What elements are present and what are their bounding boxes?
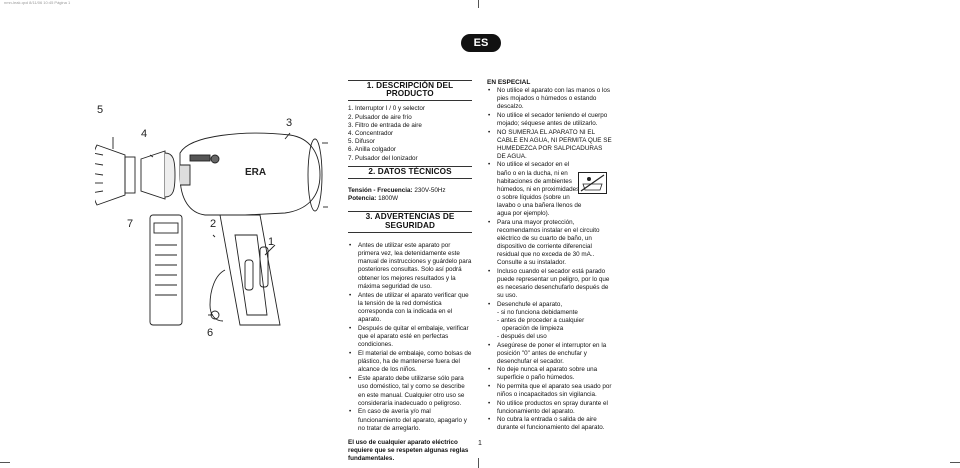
page-number: 1: [478, 440, 482, 447]
unplug-condition: - antes de proceder a cualquier: [497, 317, 585, 325]
voltage-value: 230V-50Hz: [414, 187, 446, 195]
section-title-safety: 3. ADVERTENCIAS DE SEGURIDAD: [348, 211, 472, 232]
safety-list: [348, 242, 472, 433]
safety-item: • Este aparato debe utilizarse sólo para uso doméstico, tal y como se describe en este manual. Cualquier otro uso se consideraría inadecuado o peligroso.: [348, 375, 472, 408]
figure-label-6: 6: [207, 327, 214, 339]
unplug-condition: - si no funciona debidamente: [497, 309, 578, 317]
parts-list-item: 3. Filtro de entrada de aire: [348, 121, 422, 129]
crop-mark: [478, 458, 479, 468]
special-item: • No cubra la entrada o salida de aire durante el funcionamiento del aparato.: [487, 416, 612, 432]
parts-list-item: 5. Difusor: [348, 138, 375, 146]
figure-label-4: 4: [141, 128, 148, 140]
special-list-b: [487, 342, 612, 433]
parts-list-item: 7. Pulsador del Ionizador: [348, 154, 418, 162]
hair-dryer-illustration: [95, 75, 340, 345]
crop-mark: [0, 462, 10, 463]
figure-label-7: 7: [127, 218, 134, 230]
special-item: • No utilice productos en spray durante el funcionamiento del aparato.: [487, 400, 612, 416]
special-item: • No utilice el aparato con las manos o los pies mojados o húmedos o estando descalzo.: [487, 87, 612, 111]
no-bath-symbol: [579, 173, 606, 193]
unplug-condition: - después del uso: [497, 333, 547, 341]
parts-list: [348, 105, 472, 162]
section-title-technical-data: 2. DATOS TÉCNICOS: [348, 166, 472, 179]
safety-item: • Después de quitar el embalaje, verificar que el aparato esté en perfectas condiciones.: [348, 325, 472, 350]
special-item: • Incluso cuando el secador está parado puede representar un peligro, por lo que es necesario desenchufarlo después de su uso.: [487, 268, 612, 300]
special-list-a: [487, 87, 612, 309]
figure-label-1: 1: [268, 236, 275, 248]
special-item: • Asegúrese de poner el interruptor en la posición "0" antes de enchufar y desenchufar el secador.: [487, 342, 612, 366]
special-item: • No deje nunca el aparato sobre una superficie o paño húmedos.: [487, 366, 612, 382]
parts-list-item: 2. Pulsador de aire frío: [348, 113, 412, 121]
special-item: • Desenchufe el aparato,: [487, 301, 612, 309]
voltage-label: Tensión - Frecuencia:: [348, 187, 413, 195]
safety-item: • Antes de utilizar este aparato por primera vez, lea detenidamente este manual de instrucciones y guárdelo para posteriores consultas. Solo así podrá obtener los mejores resultados y la máxima seguridad de uso.: [348, 242, 472, 291]
safety-item: • El material de embalaje, como bolsas de plástico, ha de mantenerse fuera del alcance de los niños.: [348, 350, 472, 375]
special-item: • NO SUMERJA EL APARATO NI EL CABLE EN AGUA, NI PERMITA QUE SE HUMEDEZCA POR SALPICADURAS DE AGUA.: [487, 129, 612, 161]
parts-list-item: 4. Concentrador: [348, 130, 394, 138]
figure-label-2: 2: [210, 218, 217, 230]
right-column: [487, 79, 612, 433]
no-bath-warning-icon: [578, 172, 607, 194]
special-heading: EN ESPECIAL: [487, 79, 531, 86]
special-item: • No utilice el secador en el baño o en la ducha, ni en habitaciones de ambientes húmedos, ni en proximidades o sobre líquidos (sobre un lavabo o una bañera llenos de agua por ejemplo).: [487, 161, 612, 218]
crop-mark: [478, 0, 479, 8]
print-header: nmn-leak.qxd 8/11/06 10:45 Página 1: [4, 0, 71, 5]
parts-list-item: 6. Anilla colgador: [348, 146, 396, 154]
power-value: 1800W: [378, 195, 399, 203]
parts-list-item: 1. Interruptor I / 0 y selector: [348, 105, 425, 113]
figure-label-5: 5: [97, 104, 104, 116]
special-item: • No permita que el aparato sea usado por niños o incapacitados sin vigilancia.: [487, 383, 612, 399]
safety-item: • En caso de avería y/o mal funcionamiento del aparato, apagarlo y no tratar de arreglarlo.: [348, 408, 472, 433]
svg-text:ERA: ERA: [245, 167, 267, 178]
power-label: Potencia:: [348, 195, 377, 203]
hair-dryer-drawing: [95, 75, 340, 345]
safety-item: • Antes de utilizar el aparato verificar que la tensión de la red doméstica corresponda con la indicada en el aparato.: [348, 292, 472, 325]
special-item: • Para una mayor protección, recomendamos instalar en el circuito eléctrico de su cuarto de baño, un dispositivo de corriente diferencial residual que no exceda de 30 mA.. Consulte a su instalador.: [487, 219, 612, 268]
crop-mark: [950, 462, 960, 463]
safety-note: El uso de cualquier aparato eléctrico requiere que se respeten algunas reglas fundamentales.: [348, 439, 469, 463]
middle-column: [348, 80, 472, 464]
power-row: [348, 195, 472, 203]
language-badge: ES: [461, 34, 501, 52]
unplug-conditions: [487, 309, 612, 341]
unplug-condition: operación de limpieza: [502, 325, 564, 333]
special-item: • No utilice el secador teniendo el cuerpo mojado; séquese antes de utilizarlo.: [487, 112, 612, 128]
figure-label-3: 3: [286, 117, 293, 129]
section-title-description: 1. DESCRIPCIÓN DEL PRODUCTO: [348, 80, 472, 101]
voltage-row: [348, 187, 472, 195]
